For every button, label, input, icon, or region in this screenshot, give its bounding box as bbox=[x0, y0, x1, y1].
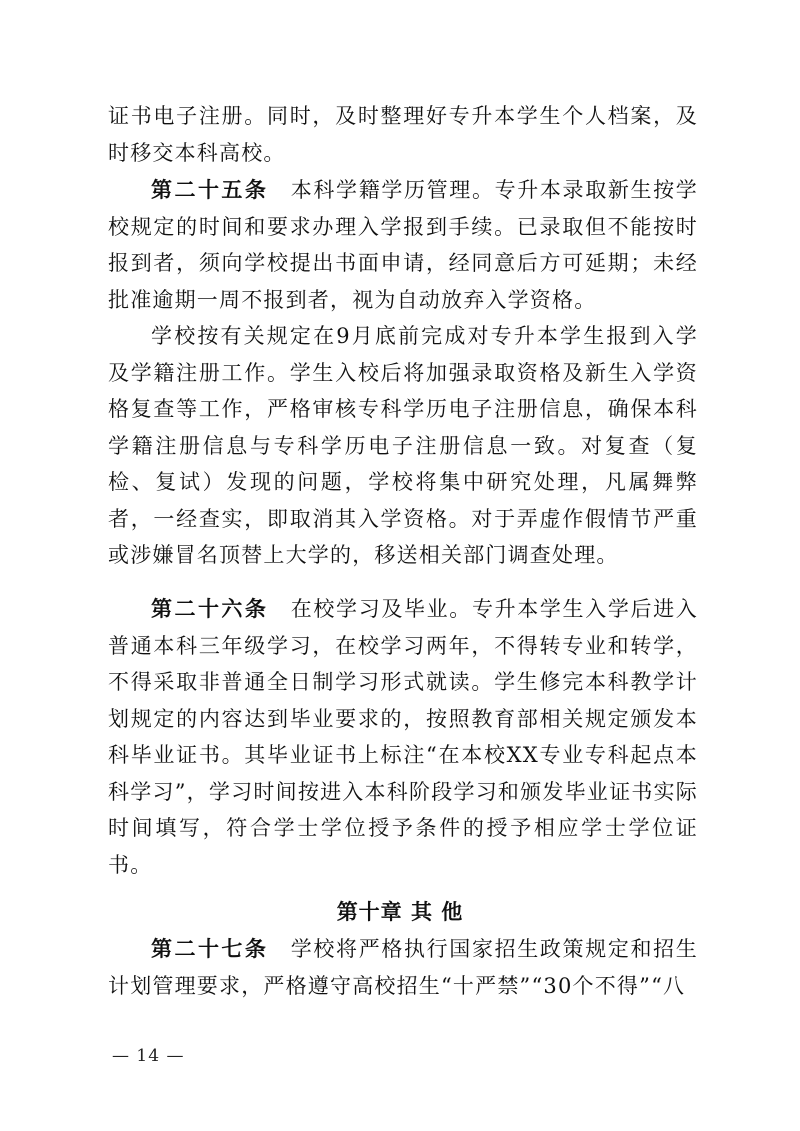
article-number: 第二十七条 bbox=[151, 937, 269, 961]
article-27-paragraph bbox=[108, 931, 698, 1004]
paragraph-text: 学校按有关规定在9月底前完成对专升本学生报到入学及学籍注册工作。学生入校后将加强录取资格及新生入学资格复查等工作，严格审核专科学历电子注册信息，确保本科学籍注册信息与专科学历电子注册信息一致。对复查（复检、复试）发现的问题，学校将集中研究处理，凡属舞弊者，一经查实，即取消其入学资格。对于弄虚作假情节严重或涉嫌冒名顶替上大学的，移送相关部门调查处理。 bbox=[108, 324, 698, 567]
paragraph-text: 在校学习及毕业。专升本学生入学后进入普通本科三年级学习，在校学习两年，不得转专业和转学，不得采取非普通全日制学习形式就读。学生修完本科教学计划规定的内容达到毕业要求的，按照教育部相关规定颁发本科毕业证书。其毕业证书上标注“在本校XX专业专科起点本科学习”，学习时间按进入本科阶段学习和颁发毕业证书实际时间填写，符合学士学位授予条件的授予相应学士学位证书。 bbox=[108, 597, 698, 877]
article-number: 第二十六条 bbox=[151, 597, 269, 621]
registration-paragraph bbox=[108, 318, 698, 574]
page-number: — 14 — bbox=[112, 1046, 185, 1066]
paragraph-text: 证书电子注册。同时，及时整理好专升本学生个人档案，及时移交本科高校。 bbox=[108, 104, 698, 165]
article-26-paragraph bbox=[108, 591, 698, 883]
paragraph-text: 学校将严格执行国家招生政策规定和招生计划管理要求，严格遵守高校招生“十严禁”“30个不得”“八 bbox=[108, 937, 698, 998]
paragraph-text: 本科学籍学历管理。专升本录取新生按学校规定的时间和要求办理入学报到手续。已录取但不能按时报到者，须向学校提出书面申请，经同意后方可延期；未经批准逾期一周不报到者，视为自动放弃入学资格。 bbox=[108, 178, 698, 312]
paragraph-continuation bbox=[108, 98, 698, 171]
article-25-paragraph bbox=[108, 172, 698, 318]
chapter-title: 第十章 其 他 bbox=[336, 900, 464, 924]
article-number: 第二十五条 bbox=[151, 178, 269, 202]
